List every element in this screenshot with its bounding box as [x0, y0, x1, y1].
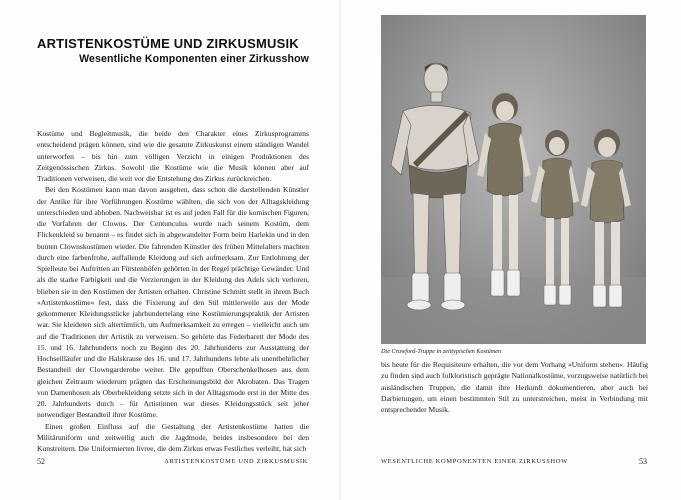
paragraph: bis heute für die Requisiteure erhalten, die vor dem Vorhang »Uniform stehen«. Häufig zu finden sind auch folkloristisch geprägte Nationalkostüme, vorzugsweise natürlich bei ausländischen Truppen, die damit ihre Herkunft dokumentieren, aber auch bei Darbietungen, um einen bestimmten Stil zu unterstreichen, meist in Verbindung mit entsprechender Musik.: [381, 360, 648, 414]
page-title: ARTISTENKOSTÜME UND ZIRKUSMUSIK: [37, 36, 299, 51]
photo-caption: Die Crawford-Truppe in zeittypischen Kostümen: [381, 348, 502, 355]
body-text-left: [37, 128, 309, 454]
paragraph: Kostüme und Begleitmusik, die beide den Charakter eines Zirkusprogramms entscheidend prägen können, sind wie die gesamte Zirkuskunst einem ständigen Wandel unterworfen – bis hin zum völligen Verzicht in einigen Produktionen des Zeitgenössischen Zirkus. Sowohl die Kostüme wie die Musik können aber auf Traditionen verweisen, die weit vor die Entstehung des Zirkus zurückreichen.: [37, 129, 309, 183]
troupe-photo-illustration: [381, 15, 646, 344]
page-number-right: 53: [639, 457, 647, 466]
paragraph: Einen großen Einfluss auf die Gestaltung der Artistenkostüme hatten die Militäruniform und zeitweilig auch die Jagdmode, beides insbesondere bei den Kunstreitern. Die Uniformierten livree, die dem Zirkus etwas Festliches verleiht, hat sich: [37, 421, 309, 453]
page-number-left: 52: [37, 457, 45, 466]
running-head-right: WESENTLICHE KOMPONENTEN EINER ZIRKUSSHOW: [381, 458, 568, 465]
page-subtitle: Wesentliche Komponenten einer Zirkusshow: [79, 53, 309, 65]
troupe-photo: [381, 15, 646, 344]
right-page: [341, 0, 681, 500]
body-text-right: [381, 359, 648, 415]
paragraph: Bei den Kostümen kann man davon ausgehen, dass schon die darstellenden Künstler der Antike für ihre Vorführungen Kostüme wählten, die sich von der Alltagskleidung unterschieden und abhoben. Nachweisbar ist es auf jeden Fall für die komischen Figuren, die Vorfahren der Clowns. Der Centunculus wurde nach seinem Kostüm, dem Flickenkleid so benannt – es findet sich in abgewandelter Form beim Harlekin und in den bunten Clownskostümen wieder. Die fahrenden Künstler des frühen Mittelalters machten durch eine farbenfrohe, auffallende Kleidung auf sich aufmerksam. Zur Entlohnung der Spielleute bei Auftritten an Fürstenhöfen gehörten in der Regel prächtige Gewänder. Und als die starke Farbigkeit und die Verzierungen in der Kleidung des Adels sich verloren, blieben sie in den Kostümen der Artisten erhalten. Christine Schmitt stellt in ihrem Buch »Artistenkostüme« fest, dass die Fixierung auf den Stil mittlerweile aus der Mode gekommener Kleidungsstücke jahrhundertelang eine Kostümierungspraktik der Artisten war. Sie kleideten sich altertümlich, um Aufmerksamkeit zu erregen – vielleicht auch um auf die Traditionen der Artistik zu verweisen. So gehörte das Federbarett der Mode des 15. und 16. Jahrhunderts noch zu Beginn des 20. Jahrhunderts zur Ausstattung der Hochseilläufer und die Halskrause des 16. und 17. Jahrhunderts lebte als unentbehrlicher Bestandteil der Clowngarderobe weiter. Die gepufften Oberschenkelhosen aus dem gleichen Zeitraum wiederum prägten das Erscheinungsbild der Akrobaten. Das Tragen von Damenhosen als Oberbekleidung setzte sich in der Alltagsmode erst in der Mitte des 20. Jahrhunderts durch – für Artistinnen war dieses Kleidungsstück seit jeher notwendiger Bestandteil ihrer Kostüme.: [37, 185, 309, 420]
running-head-left: ARTISTENKOSTÜME UND ZIRKUSMUSIK: [164, 458, 308, 465]
left-page: [0, 0, 340, 500]
